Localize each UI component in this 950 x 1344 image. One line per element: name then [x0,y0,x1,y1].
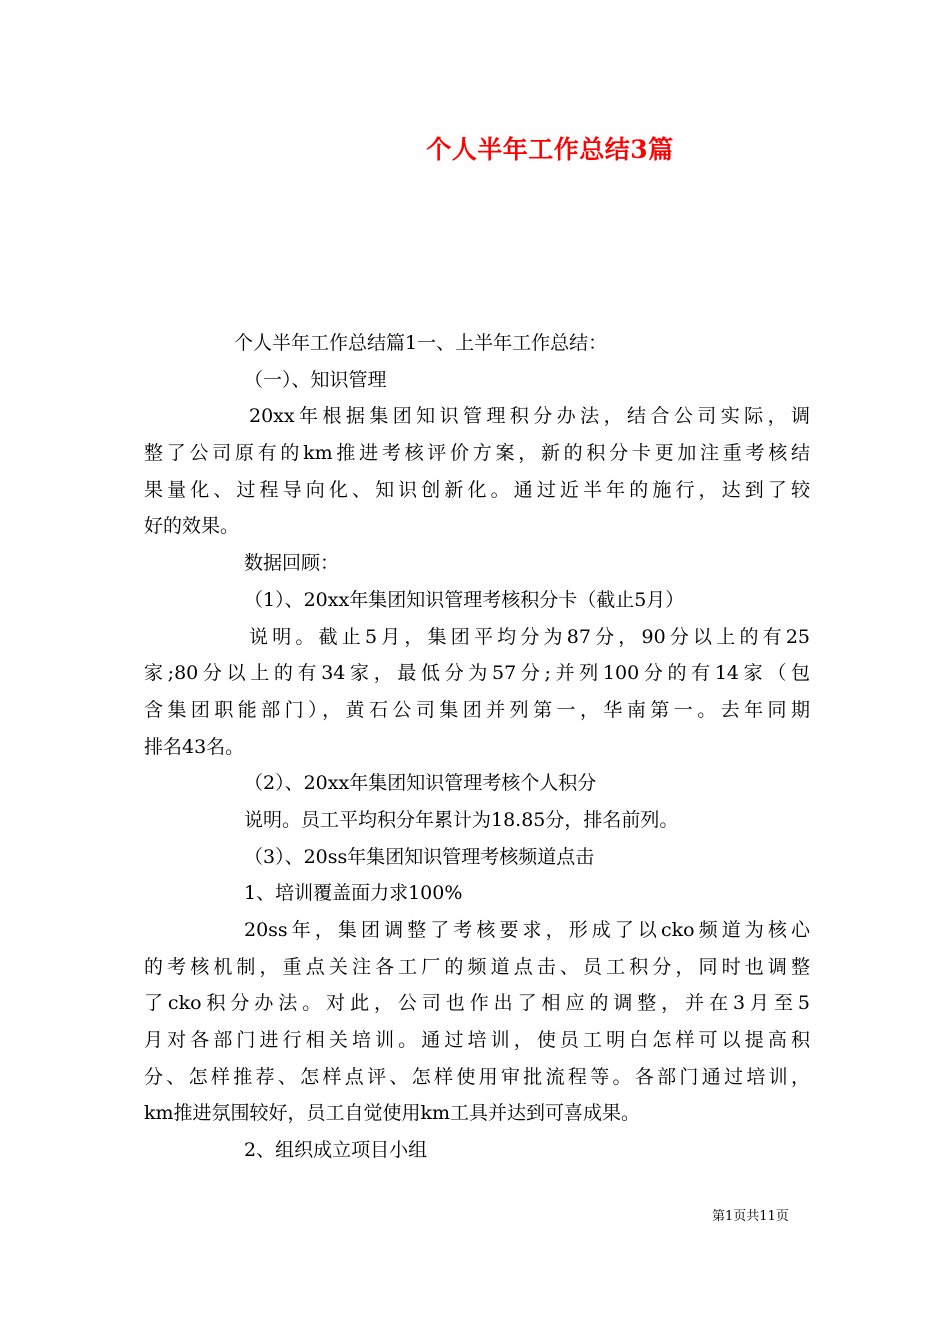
list-item-heading: （3）、20ss年集团知识管理考核频道点击 [244,845,595,868]
paragraph-line: 家;80分以上的有34家，最低分为57分;并列100分的有14家（包 [144,662,810,685]
paragraph-line: 分、怎样推荐、怎样点评、怎样使用审批流程等。各部门通过培训， [144,1065,810,1088]
document-title: 个人半年工作总结3篇 [426,135,674,164]
page-number-footer: 第1页共11页 [712,1209,789,1224]
numbered-heading: 1、培训覆盖面力求100% [244,882,463,905]
paragraph-line: 整了公司原有的km推进考核评价方案，新的积分卡更加注重考核结 [144,442,810,465]
paragraph-line: km推进氛围较好，员工自觉使用km工具并达到可喜成果。 [144,1102,641,1125]
paragraph-line: 了cko积分办法。对此，公司也作出了相应的调整，并在3月至5 [144,992,810,1015]
section-heading: 个人半年工作总结篇1一、上半年工作总结： [234,332,608,354]
paragraph-line: 好的效果。 [144,515,240,538]
subsection-heading: （一）、知识管理 [244,368,387,391]
paragraph-line: 说明。员工平均积分年累计为18.85分，排名前列。 [244,808,679,831]
paragraph-line: 果量化、过程导向化、知识创新化。通过近半年的施行，达到了较 [144,478,810,501]
paragraph-line: 说明。截止5月，集团平均分为87分，90分以上的有25 [249,625,810,648]
paragraph-line: 的考核机制，重点关注各工厂的频道点击、员工积分，同时也调整 [144,955,810,978]
numbered-heading: 2、组织成立项目小组 [244,1139,428,1162]
paragraph-line: 20ss年，集团调整了考核要求，形成了以cko频道为核心 [244,919,810,941]
document-body [144,325,810,1169]
paragraph-line: 月对各部门进行相关培训。通过培训，使员工明白怎样可以提高积 [144,1029,810,1052]
paragraph-line: 数据回顾： [244,552,340,575]
paragraph-line: 20xx年根据集团知识管理积分办法，结合公司实际，调 [249,405,810,428]
paragraph-line: 排名43名。 [144,735,245,758]
list-item-heading: （2）、20xx年集团知识管理考核个人积分 [244,772,597,795]
list-item-heading: （1）、20xx年集团知识管理考核积分卡（截止5月） [244,588,685,611]
paragraph-line: 含集团职能部门），黄石公司集团并列第一，华南第一。去年同期 [144,698,810,721]
